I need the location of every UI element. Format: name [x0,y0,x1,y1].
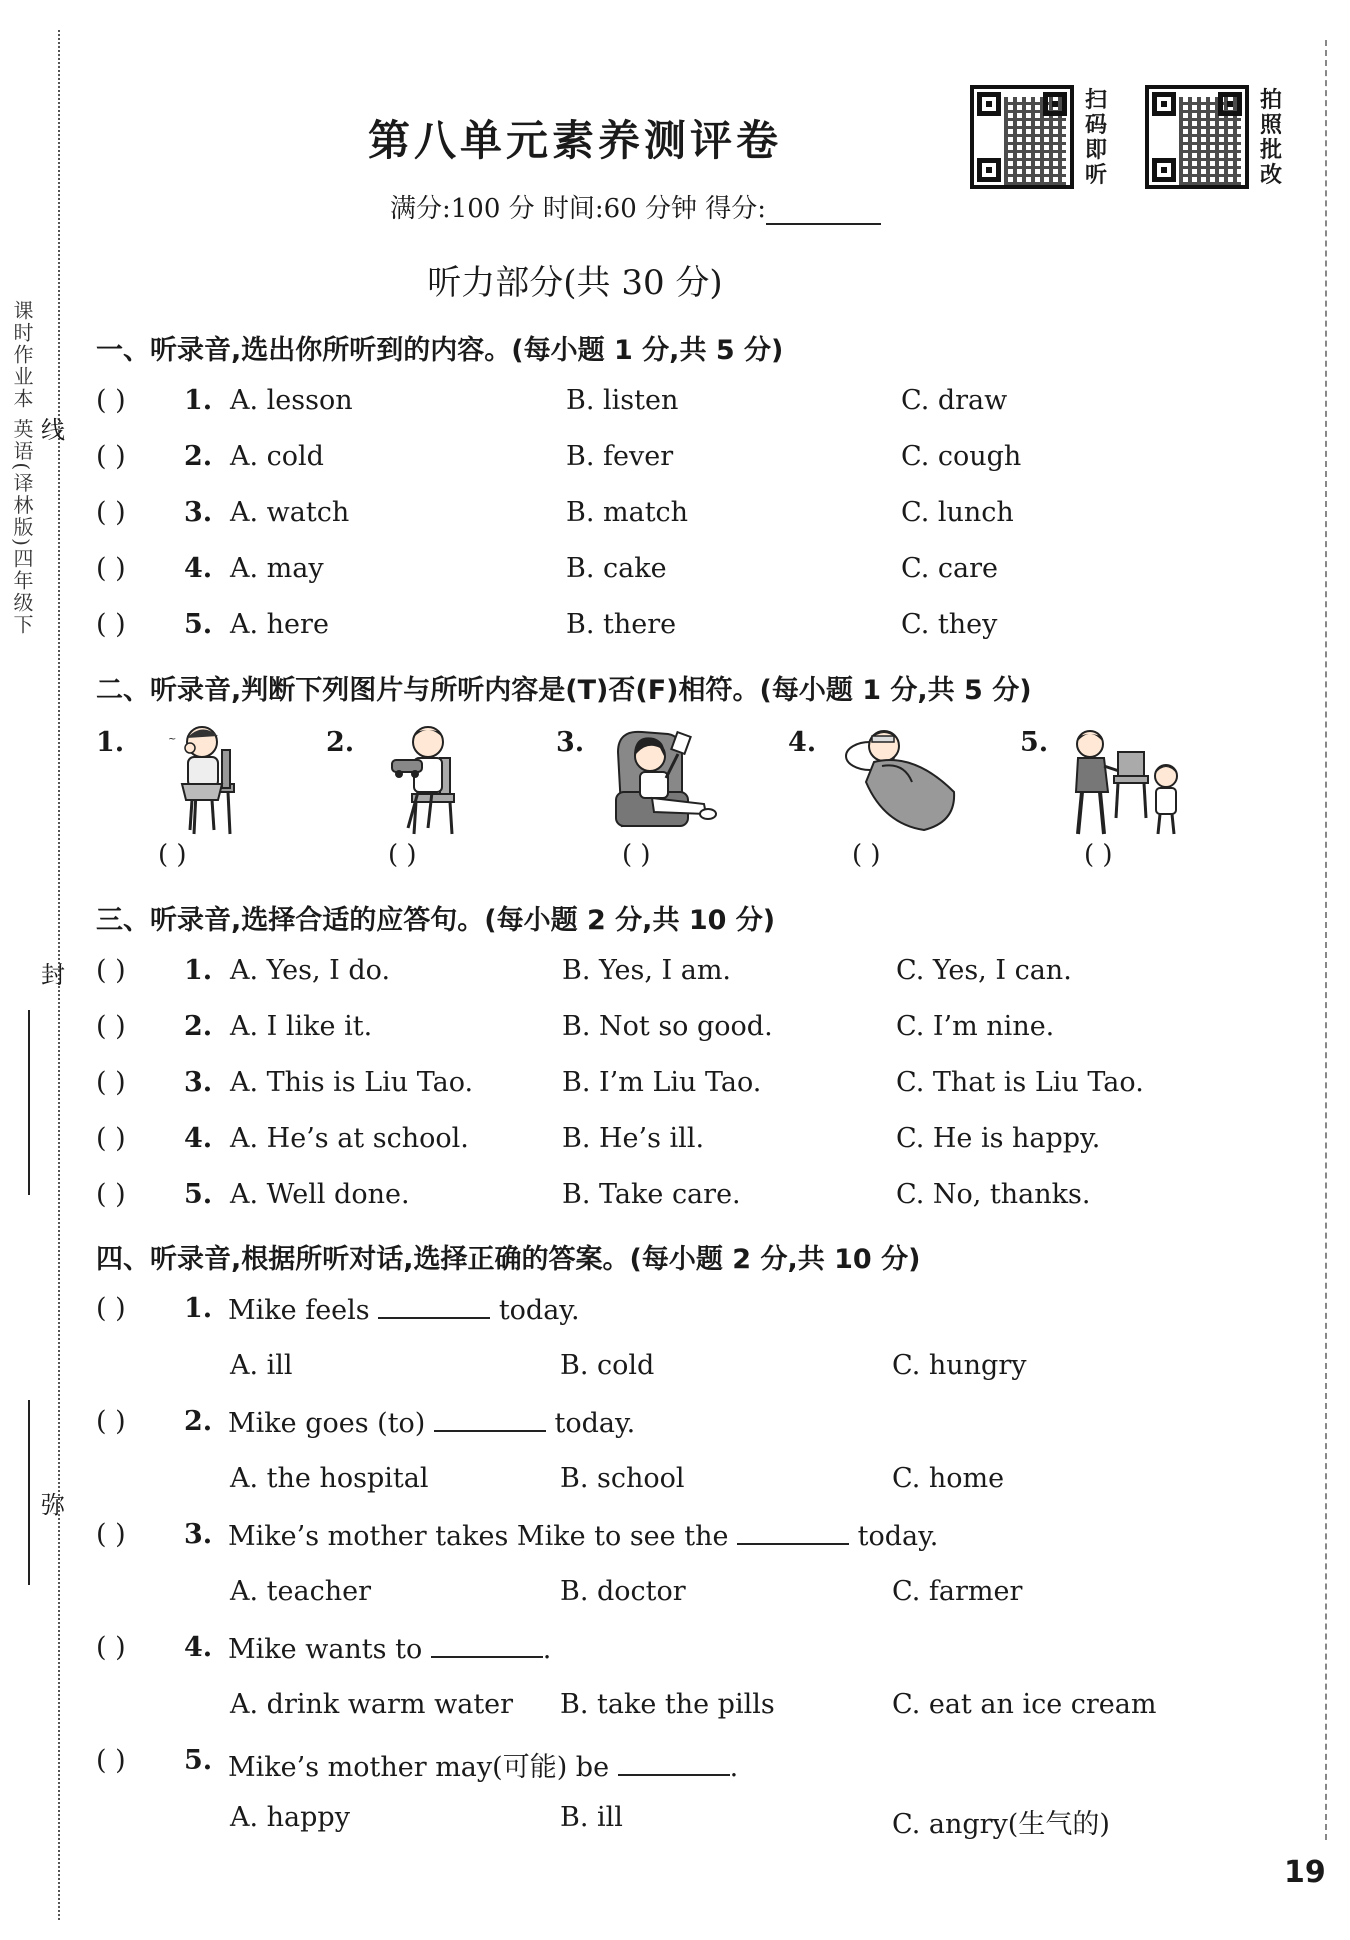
option-b[interactable]: B. ill [560,1802,623,1833]
answer-paren[interactable]: ( ) [622,840,651,870]
answer-blank[interactable] [378,1293,490,1319]
option-b[interactable]: B. match [566,497,689,528]
part1-heading: 一、听录音,选出你所听到的内容。(每小题 1 分,共 5 分) [96,335,784,366]
margin-label-mi: 弥 [41,1491,65,1519]
option-b[interactable]: B. Yes, I am. [562,955,732,986]
part4-question-4-options [96,1689,1176,1729]
option-b[interactable]: B. listen [566,385,679,416]
option-b[interactable]: B. Not so good. [562,1011,773,1042]
option-c[interactable]: C. cough [901,441,1022,472]
qr-code-grade-icon[interactable] [1145,85,1249,189]
margin-label-xian: 线 [41,416,65,444]
option-a[interactable]: A. cold [230,441,324,472]
picture-number: 1. [96,727,125,758]
answer-blank[interactable] [618,1750,730,1776]
girl-in-armchair-icon [612,722,724,842]
option-c[interactable]: C. hungry [892,1350,1027,1381]
option-a[interactable]: A. lesson [230,385,353,416]
option-a[interactable]: A. Well done. [230,1179,410,1210]
option-a[interactable]: A. Yes, I do. [230,955,391,986]
listening-section-title: 听力部分(共 30 分) [427,263,723,303]
option-c[interactable]: C. home [892,1463,1005,1494]
part1-question-5: ( ) 5. A. here B. there C. they [96,609,998,640]
option-c[interactable]: C. care [901,553,998,584]
option-a[interactable]: A. watch [230,497,350,528]
part4-question-2-stem: ( ) 2. Mike goes (to) today. [96,1406,636,1439]
part3-question-4: ( ) 4. A. He’s at school. B. He’s ill. C. He is happy. [96,1123,1101,1154]
boys-moving-chair-icon [1058,722,1198,842]
option-c[interactable]: C. lunch [901,497,1014,528]
boy-with-toy-car-icon [390,722,480,842]
answer-paren[interactable]: ( ) [852,840,881,870]
answer-blank[interactable] [431,1632,543,1658]
option-a[interactable]: A. teacher [230,1576,371,1607]
part3-question-1: ( ) 1. A. Yes, I do. B. Yes, I am. C. Yes, I can. [96,955,1072,986]
option-a[interactable]: A. may [230,553,324,584]
option-a[interactable]: A. This is Liu Tao. [230,1067,474,1098]
score-meta [390,188,881,225]
option-c[interactable]: C. they [901,609,998,640]
part4-question-4-stem: ( ) 4. Mike wants to . [96,1632,552,1665]
score-blank [766,201,881,225]
answer-blank[interactable] [434,1406,546,1432]
part4-question-1-options [96,1350,1176,1390]
margin-blank-line [28,1400,30,1585]
margin-blank-line [28,1010,30,1195]
option-c[interactable]: C. That is Liu Tao. [896,1067,1144,1098]
page-title: 第八单元素养测评卷 [367,116,782,165]
picture-number: 4. [788,727,817,758]
option-a[interactable]: A. I like it. [230,1011,373,1042]
part3-question-3: ( ) 3. A. This is Liu Tao. B. I’m Liu Tao. C. That is Liu Tao. [96,1067,1144,1098]
part4-question-5-stem: ( ) 5. Mike’s mother may(可能) be . [96,1745,739,1783]
part2-heading: 二、听录音,判断下列图片与所听内容是(T)否(F)相符。(每小题 1 分,共 5 分) [96,675,1032,706]
part4-question-2-options [96,1463,1176,1503]
option-c[interactable]: C. angry(生气的) [892,1809,1110,1840]
qr1-caption: 扫 码 即 听 [1085,87,1108,188]
option-b[interactable]: B. He’s ill. [562,1123,705,1154]
picture-number: 2. [326,727,355,758]
option-b[interactable]: B. cold [560,1350,655,1381]
picture-number: 3. [556,727,585,758]
answer-paren[interactable]: ( ) [388,840,417,870]
option-b[interactable]: B. Take care. [562,1179,741,1210]
option-c[interactable]: C. He is happy. [896,1123,1101,1154]
option-c[interactable]: C. farmer [892,1576,1023,1607]
option-a[interactable]: A. He’s at school. [230,1123,469,1154]
meta-text: 满分:100 分 时间:60 分钟 得分: [390,194,767,224]
option-b[interactable]: B. doctor [560,1576,686,1607]
option-a[interactable]: A. here [230,609,329,640]
option-b[interactable]: B. take the pills [560,1689,775,1720]
option-c[interactable]: C. draw [901,385,1008,416]
option-a[interactable]: A. happy [230,1802,350,1833]
part3-heading: 三、听录音,选择合适的应答句。(每小题 2 分,共 10 分) [96,905,776,936]
option-c[interactable]: C. I’m nine. [896,1011,1055,1042]
part4-question-5-options [96,1802,1176,1842]
qr-code-listen-icon[interactable] [970,85,1074,189]
part3-question-5: ( ) 5. A. Well done. B. Take care. C. No, thanks. [96,1179,1091,1210]
answer-paren[interactable]: ( ) [158,840,187,870]
part1-question-3: ( ) 3. A. watch B. match C. lunch [96,497,1014,528]
right-dashed-line [1325,40,1327,1840]
option-a[interactable]: A. drink warm water [230,1689,514,1720]
picture-number: 5. [1020,727,1049,758]
part4-heading: 四、听录音,根据所听对话,选择正确的答案。(每小题 2 分,共 10 分) [96,1244,921,1275]
page-number: 19 [1284,1855,1326,1890]
option-c[interactable]: C. No, thanks. [896,1179,1091,1210]
margin-label-feng: 封 [41,961,65,989]
sick-boy-in-bed-icon [844,722,964,842]
part3-question-2: ( ) 2. A. I like it. B. Not so good. C. I’m nine. [96,1011,1055,1042]
part1-question-2: ( ) 2. A. cold B. fever C. cough [96,441,1022,472]
part4-question-3-options [96,1576,1176,1616]
option-b[interactable]: B. there [566,609,677,640]
option-c[interactable]: C. eat an ice cream [892,1689,1157,1720]
answer-paren[interactable]: ( ) [1084,840,1113,870]
svg-text:~: ~ [168,734,177,745]
option-b[interactable]: B. school [560,1463,685,1494]
part1-question-1: ( ) 1. A. lesson B. listen C. draw [96,385,1008,416]
option-c[interactable]: C. Yes, I can. [896,955,1072,986]
option-b[interactable]: B. cake [566,553,667,584]
answer-blank[interactable] [737,1519,849,1545]
option-a[interactable]: A. ill [230,1350,293,1381]
part4-question-3-stem: ( ) 3. Mike’s mother takes Mike to see the today. [96,1519,939,1552]
option-b[interactable]: B. fever [566,441,674,472]
qr2-caption: 拍 照 批 改 [1260,87,1283,188]
part4-question-1-stem: ( ) 1. Mike feels today. [96,1293,580,1326]
girl-coughing-icon [160,722,250,842]
margin-book-title: 课时作业本 英语(译林版)四年级下 [10,300,34,636]
part1-question-4: ( ) 4. A. may B. cake C. care [96,553,998,584]
option-b[interactable]: B. I’m Liu Tao. [562,1067,762,1098]
option-a[interactable]: A. the hospital [230,1463,429,1494]
